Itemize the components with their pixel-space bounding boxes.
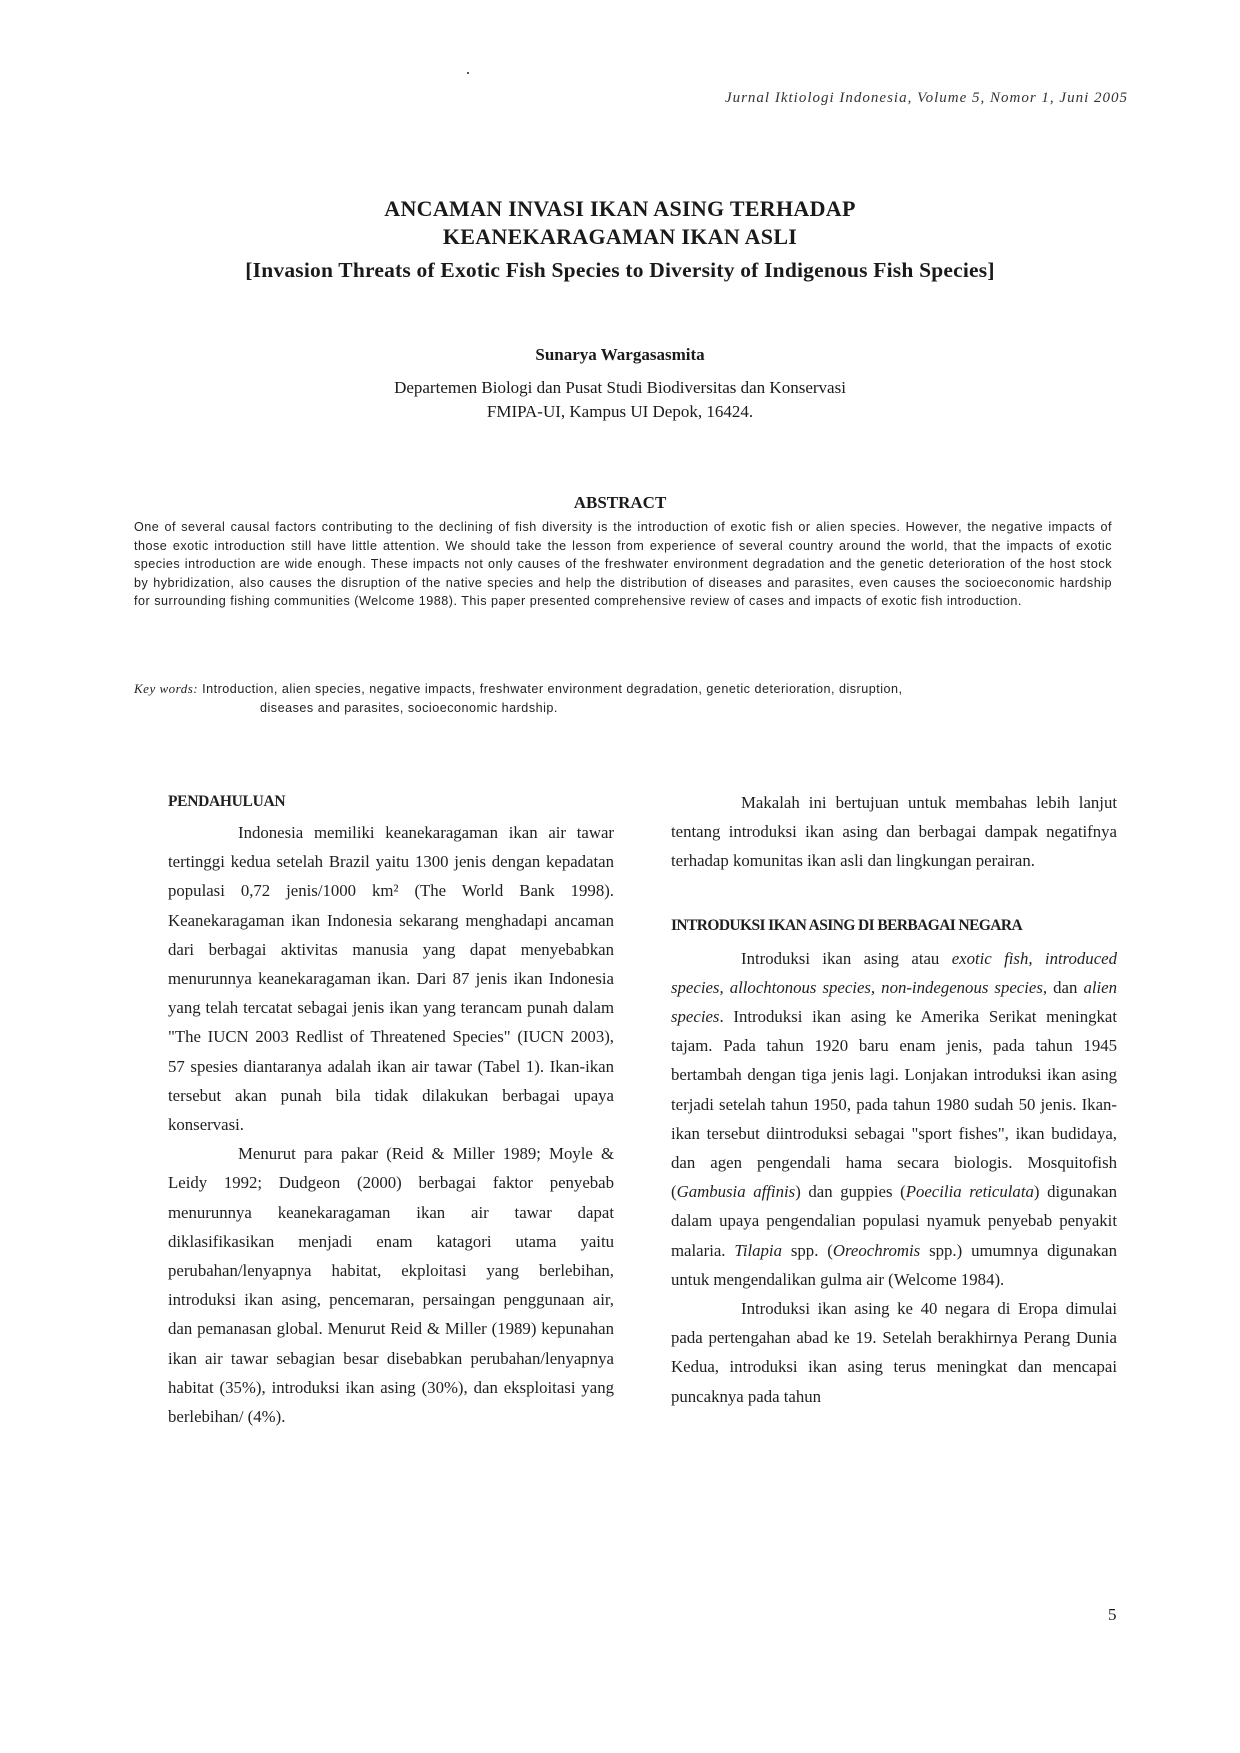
- text-run: , dan: [1042, 977, 1084, 997]
- text-run: . Introduksi ikan asing ke Amerika Serikat meningkat tajam. Pada tahun 1920 baru enam jenis, pada tahun 1945 bertambah dengan tiga jenis lagi. Lonjakan introduksi ikan asing terjadi setelah tahun 1950, pada tahun 1980 sudah 50 jenis. Ikan-ikan tersebut diintroduksi sebagai "sport fishes", ikan budidaya, dan agen pengendali hama secara biologis. Mosquitofish (: [671, 1007, 1117, 1202]
- paragraph: Introduksi ikan asing ke 40 negara di Eropa dimulai pada pertengahan abad ke 19. Setelah berakhirnya Perang Dunia Kedua, introduksi ikan asing terus meningkat dan mencapai puncaknya pada tahun: [671, 1299, 1117, 1406]
- affiliation-line-1: Departemen Biologi dan Pusat Studi Biodiversitas dan Konservasi: [394, 378, 846, 397]
- italic-species-name: Poecilia reticulata: [905, 1182, 1034, 1202]
- scan-speck: [467, 72, 469, 74]
- page-number: 5: [1108, 1605, 1117, 1624]
- italic-species-name: Gambusia affinis: [676, 1182, 796, 1202]
- keywords-label: Key words:: [134, 681, 199, 696]
- text-run: Introduksi ikan asing atau: [741, 948, 952, 968]
- journal-running-header: Jurnal Iktiologi Indonesia, Volume 5, Nomor 1, Juni 2005: [724, 90, 1128, 106]
- author-affiliation: [0, 376, 1240, 424]
- section-heading-pendahuluan: PENDAHULUAN: [168, 793, 286, 810]
- paragraph: Indonesia memiliki keanekaragaman ikan air tawar tertinggi kedua setelah Brazil yaitu 1300 jenis dengan kepadatan populasi 0,72 jenis/1000 km² (The World Bank 1998). Keanekaragaman ikan Indonesia sekarang menghadapi ancaman dari berbagai aktivitas manusia yang dapat menyebabkan menurunnya keanekaragaman ikan. Dari 87 jenis ikan Indonesia yang telah tercatat sebagai jenis ikan yang terancam punah dalam "The IUCN 2003 Redlist of Threatened Species" (IUCN 2003), 57 spesies diantaranya adalah ikan air tawar (Tabel 1). Ikan-ikan tersebut akan punah bila tidak dilakukan berbagai upaya konservasi.: [168, 823, 614, 1135]
- text-run: spp.) umumnya digunakan untuk mengendalikan gulma air (Welcome 1984).: [671, 1240, 1117, 1289]
- author-name: Sunarya Wargasasmita: [535, 345, 705, 364]
- keywords: [134, 679, 1112, 718]
- title-line-2: KEANEKARAGAMAN IKAN ASLI: [442, 224, 798, 249]
- title-line-1: ANCAMAN INVASI IKAN ASING TERHADAP: [384, 196, 856, 221]
- italic-term: exotic fish, introduced species, allochtonous species, non-indegenous species: [671, 948, 1117, 997]
- italic-term: alien species: [671, 977, 1117, 1027]
- paragraph: Menurut para pakar (Reid & Miller 1989; Moyle & Leidy 1992; Dudgeon (2000) berbagai faktor penyebab menurunnya keanekaragaman ikan air tawar dapat diklasifikasikan menjadi enam katagori utama yaitu perubahan/lenyapnya habitat, ekploitasi yang berlebihan, introduksi ikan asing, pencemaran, persaingan penggunaan air, dan pemanasan global. Menurut Reid & Miller (1989) kepunahan ikan air tawar sebagian besar disebabkan perubahan/lenyapnya habitat (35%), introduksi ikan asing (30%), dan eksploitasi yang berlebihan/ (4%).: [168, 1144, 614, 1427]
- affiliation-line-2: FMIPA-UI, Kampus UI Depok, 16424.: [486, 402, 754, 421]
- abstract-heading: ABSTRACT: [573, 493, 667, 512]
- english-title: [Invasion Threats of Exotic Fish Species to Diversity of Indigenous Fish Species]: [245, 258, 995, 282]
- paragraph: Makalah ini bertujuan untuk membahas lebih lanjut tentang introduksi ikan asing dan berbagai dampak negatifnya terhadap komunitas ikan asli dan lingkungan perairan.: [671, 793, 1117, 871]
- left-column: [168, 788, 614, 1431]
- section-heading-introduksi: INTRODUKSI IKAN ASING DI BERBAGAI NEGARA: [671, 916, 1023, 934]
- right-column: [671, 788, 1117, 1411]
- paragraph: [671, 944, 1117, 1294]
- text-run: ) dan guppies (: [795, 1182, 906, 1202]
- abstract-text: One of several causal factors contributing to the declining of fish diversity is the introduction of exotic fish or alien species. However, the negative impacts of those exotic introduction still have little attention. We should take the lesson from experience of several country around the world, that the impacts of exotic species introduction are wide enough. These impacts not only causes of the freshwater environment degradation and the genetic deterioration of the host stock by hybridization, also causes the disruption of the native species and help the distribution of diseases and parasites, even causes the socioeconomic hardship for surrounding fishing communities (Welcome 1988). This paper presented comprehensive review of cases and impacts of exotic fish introduction.: [134, 520, 1112, 609]
- keywords-line-1: Introduction, alien species, negative impacts, freshwater environment degradation, genetic deterioration, disruption,: [202, 682, 903, 696]
- italic-species-name: Oreochromis: [832, 1240, 921, 1260]
- title-block: [0, 195, 1240, 285]
- text-run: ) digunakan dalam upaya pengendalian populasi nyamuk penyebab penyakit malaria.: [671, 1182, 1117, 1260]
- text-run: spp. (: [781, 1240, 833, 1260]
- italic-species-name: Tilapia: [734, 1240, 782, 1260]
- keywords-line-2: diseases and parasites, socioeconomic hardship.: [260, 701, 558, 715]
